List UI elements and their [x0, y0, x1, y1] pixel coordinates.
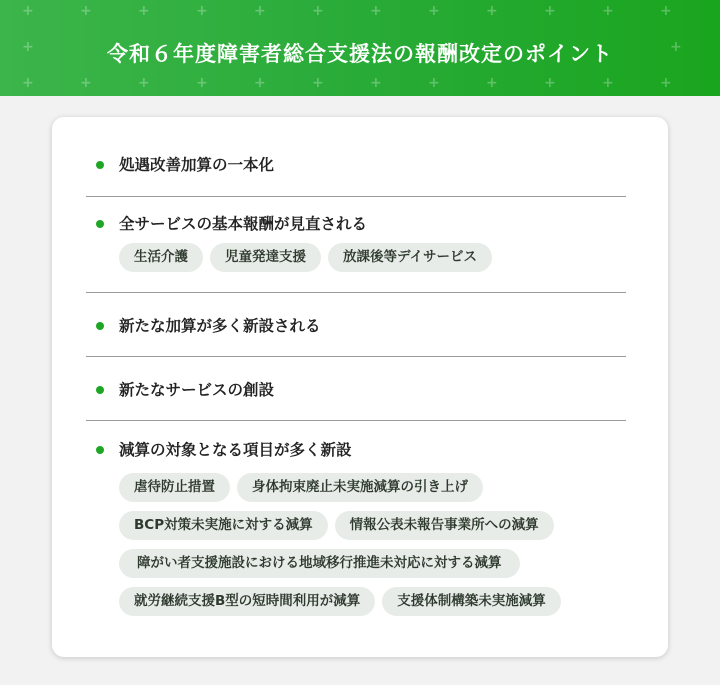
bullet-icon — [96, 386, 104, 394]
point-heading-text: 減算の対象となる項目が多く新設 — [119, 441, 352, 459]
plus-pattern-icon: + — [660, 3, 672, 19]
point-item — [86, 440, 626, 609]
plus-pattern-icon: + — [312, 75, 324, 91]
plus-pattern-icon: + — [660, 75, 672, 91]
plus-pattern-icon: + — [80, 75, 92, 91]
tag: 身体拘束廃止未実施減算の引き上げ — [237, 473, 483, 502]
plus-pattern-icon: + — [22, 75, 34, 91]
point-heading-text: 全サービスの基本報酬が見直される — [119, 215, 368, 233]
plus-pattern-icon: + — [254, 75, 266, 91]
tag: 情報公表未報告事業所への減算 — [335, 511, 554, 540]
tag-row — [119, 243, 492, 272]
plus-pattern-icon: + — [602, 3, 614, 19]
point-heading-text: 処遇改善加算の一本化 — [119, 156, 275, 174]
tag: 児童発達支援 — [210, 243, 321, 272]
points-card — [52, 117, 668, 657]
bullet-icon — [96, 322, 104, 330]
tag-row — [119, 587, 561, 616]
point-item — [86, 155, 626, 177]
plus-pattern-icon: + — [22, 39, 34, 55]
plus-pattern-icon: + — [196, 3, 208, 19]
divider — [86, 196, 626, 197]
plus-pattern-icon: + — [196, 75, 208, 91]
point-item — [86, 214, 626, 265]
plus-pattern-icon: + — [312, 3, 324, 19]
bullet-icon — [96, 161, 104, 169]
point-heading — [86, 380, 626, 402]
bullet-icon — [96, 220, 104, 228]
plus-pattern-icon: + — [138, 75, 150, 91]
tag-row — [119, 549, 561, 578]
point-heading-text: 新たな加算が多く新設される — [119, 317, 321, 335]
point-heading — [86, 155, 626, 177]
plus-pattern-icon: + — [486, 3, 498, 19]
tag-group — [119, 243, 492, 281]
tag: 虐待防止措置 — [119, 473, 230, 502]
point-item — [86, 380, 626, 402]
point-heading-text: 新たなサービスの創設 — [119, 381, 275, 399]
plus-pattern-icon: + — [670, 39, 682, 55]
point-heading — [86, 316, 626, 338]
plus-pattern-icon: + — [602, 75, 614, 91]
tag: 放課後等デイサービス — [328, 243, 492, 272]
bullet-icon — [96, 446, 104, 454]
tag: BCP対策未実施に対する減算 — [119, 511, 328, 540]
plus-pattern-icon: + — [80, 3, 92, 19]
plus-pattern-icon: + — [22, 3, 34, 19]
tag-row — [119, 511, 561, 540]
plus-pattern-icon: + — [370, 75, 382, 91]
point-heading — [86, 440, 626, 462]
point-heading — [86, 214, 626, 236]
plus-pattern-icon: + — [486, 75, 498, 91]
divider — [86, 356, 626, 357]
page-title: 令和６年度障害者総合支援法の報酬改定のポイント — [107, 42, 613, 66]
plus-pattern-icon: + — [544, 75, 556, 91]
divider — [86, 420, 626, 421]
tag: 就労継続支援B型の短時間利用が減算 — [119, 587, 375, 616]
tag: 障がい者支援施設における地域移行推進未対応に対する減算 — [119, 549, 520, 578]
plus-pattern-icon: + — [254, 3, 266, 19]
plus-pattern-icon: + — [544, 3, 556, 19]
plus-pattern-icon: + — [428, 75, 440, 91]
divider — [86, 292, 626, 293]
plus-pattern-icon: + — [138, 3, 150, 19]
page-header — [0, 0, 720, 96]
point-item — [86, 316, 626, 338]
plus-pattern-icon: + — [370, 3, 382, 19]
tag: 支援体制構築未実施減算 — [382, 587, 561, 616]
tag-row — [119, 473, 561, 502]
plus-pattern-icon: + — [428, 3, 440, 19]
tag-group — [119, 473, 561, 625]
tag: 生活介護 — [119, 243, 203, 272]
